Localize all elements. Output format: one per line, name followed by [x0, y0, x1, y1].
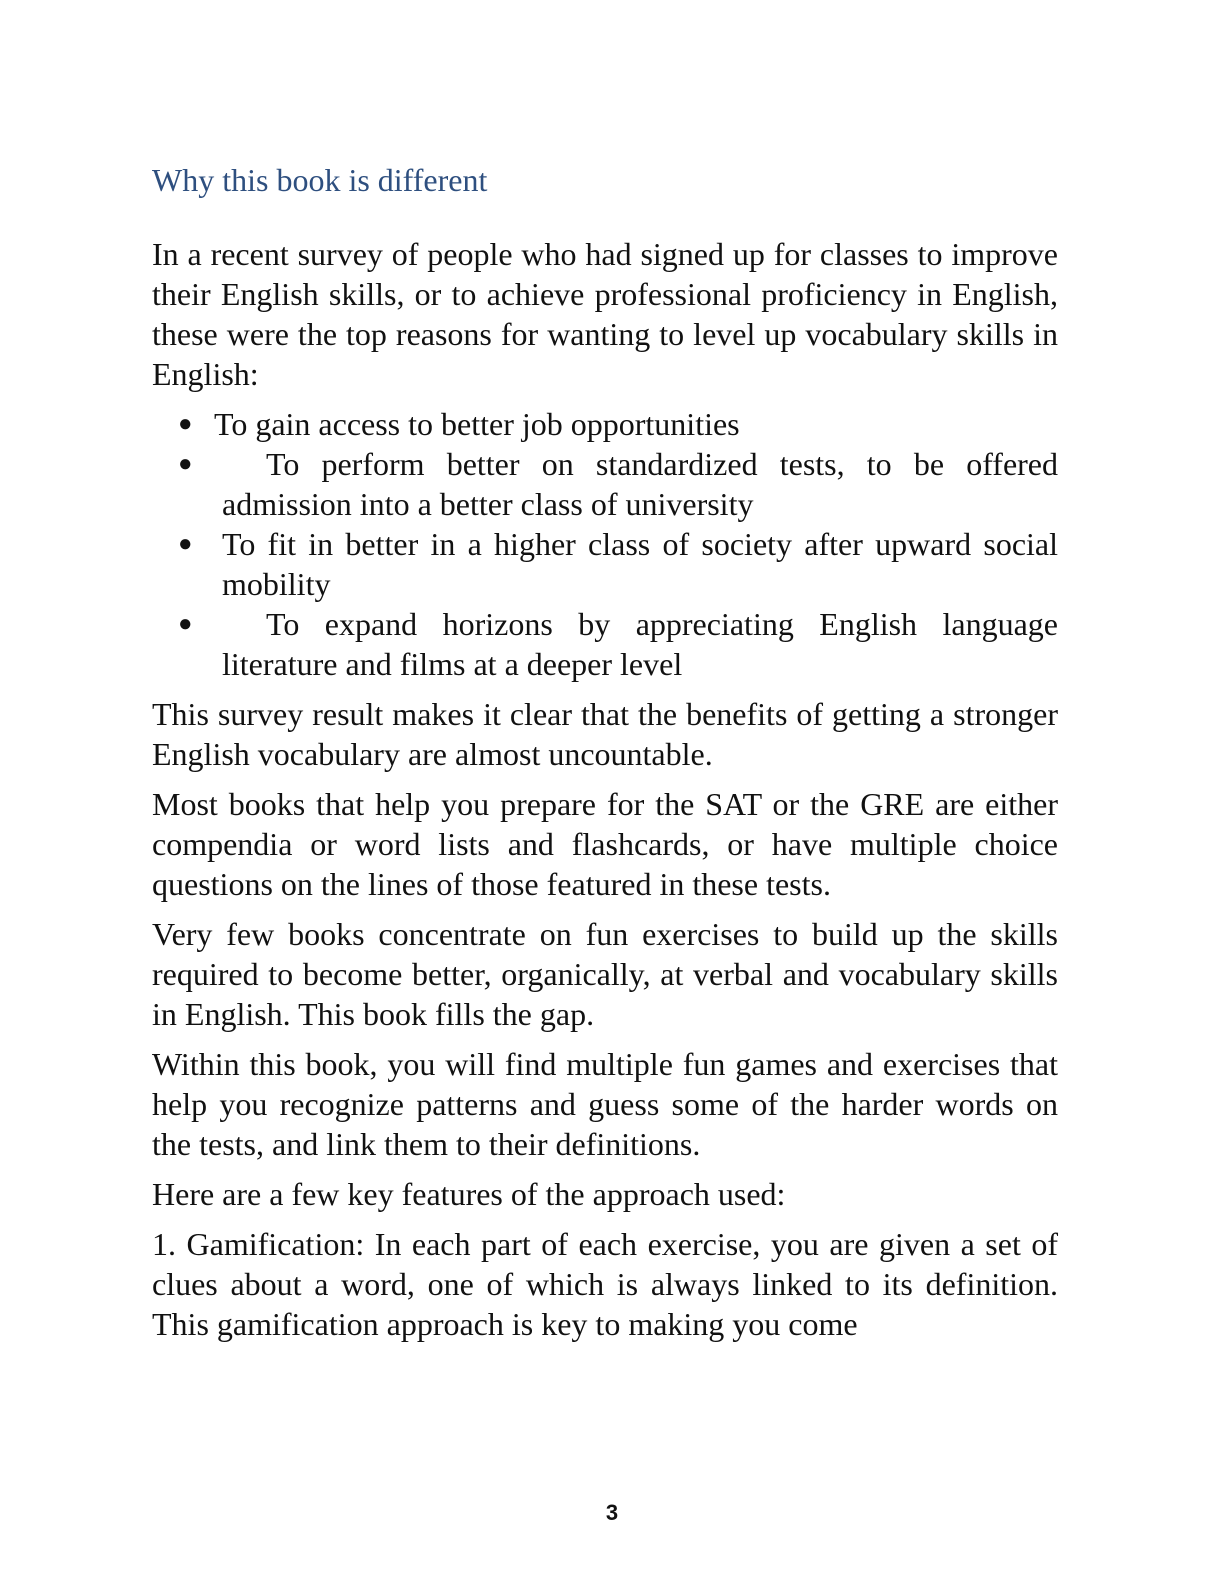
body-paragraph: 1. Gamification: In each part of each exercise, you are given a set of clues about a word, one of which is always linked to its definition. This gamification approach is key to making you come — [152, 1226, 1058, 1342]
list-item-text: To gain access to better job opportunities — [214, 406, 740, 442]
bullet-icon: ● — [178, 611, 193, 637]
document-page — [152, 158, 1058, 1354]
body-paragraph: Within this book, you will find multiple fun games and exercises that help you recognize patterns and guess some of the harder words on the tests, and link them to their definitions. — [152, 1046, 1058, 1162]
list-item — [152, 404, 1058, 444]
list-item-text: To perform better on standardized tests, to be offered admission into a better class of university — [222, 446, 1058, 522]
reasons-list — [152, 404, 1058, 684]
list-item-text: To fit in better in a higher class of society after upward social mobility — [222, 526, 1058, 602]
list-item — [152, 604, 1058, 684]
bullet-icon: ● — [178, 411, 193, 437]
page-number: 3 — [605, 1500, 619, 1525]
section-heading: Why this book is different — [152, 162, 488, 198]
bullet-icon: ● — [178, 451, 193, 477]
bullet-icon: ● — [178, 531, 193, 557]
body-paragraph: Very few books concentrate on fun exercises to build up the skills required to become better, organically, at verbal and vocabulary skills in English. This book fills the gap. — [152, 916, 1058, 1032]
list-item — [152, 444, 1058, 524]
intro-paragraph: In a recent survey of people who had signed up for classes to improve their English skills, or to achieve professional proficiency in English, these were the top reasons for wanting to level up vocabulary skills in English: — [152, 236, 1058, 392]
body-paragraph: Here are a few key features of the approach used: — [152, 1176, 786, 1212]
body-paragraph: This survey result makes it clear that the benefits of getting a stronger English vocabulary are almost uncountable. — [152, 696, 1058, 772]
list-item — [152, 524, 1058, 604]
body-paragraph: Most books that help you prepare for the SAT or the GRE are either compendia or word lists and flashcards, or have multiple choice questions on the lines of those featured in these tests. — [152, 786, 1058, 902]
list-item-text: To expand horizons by appreciating English language literature and films at a deeper level — [222, 606, 1058, 682]
